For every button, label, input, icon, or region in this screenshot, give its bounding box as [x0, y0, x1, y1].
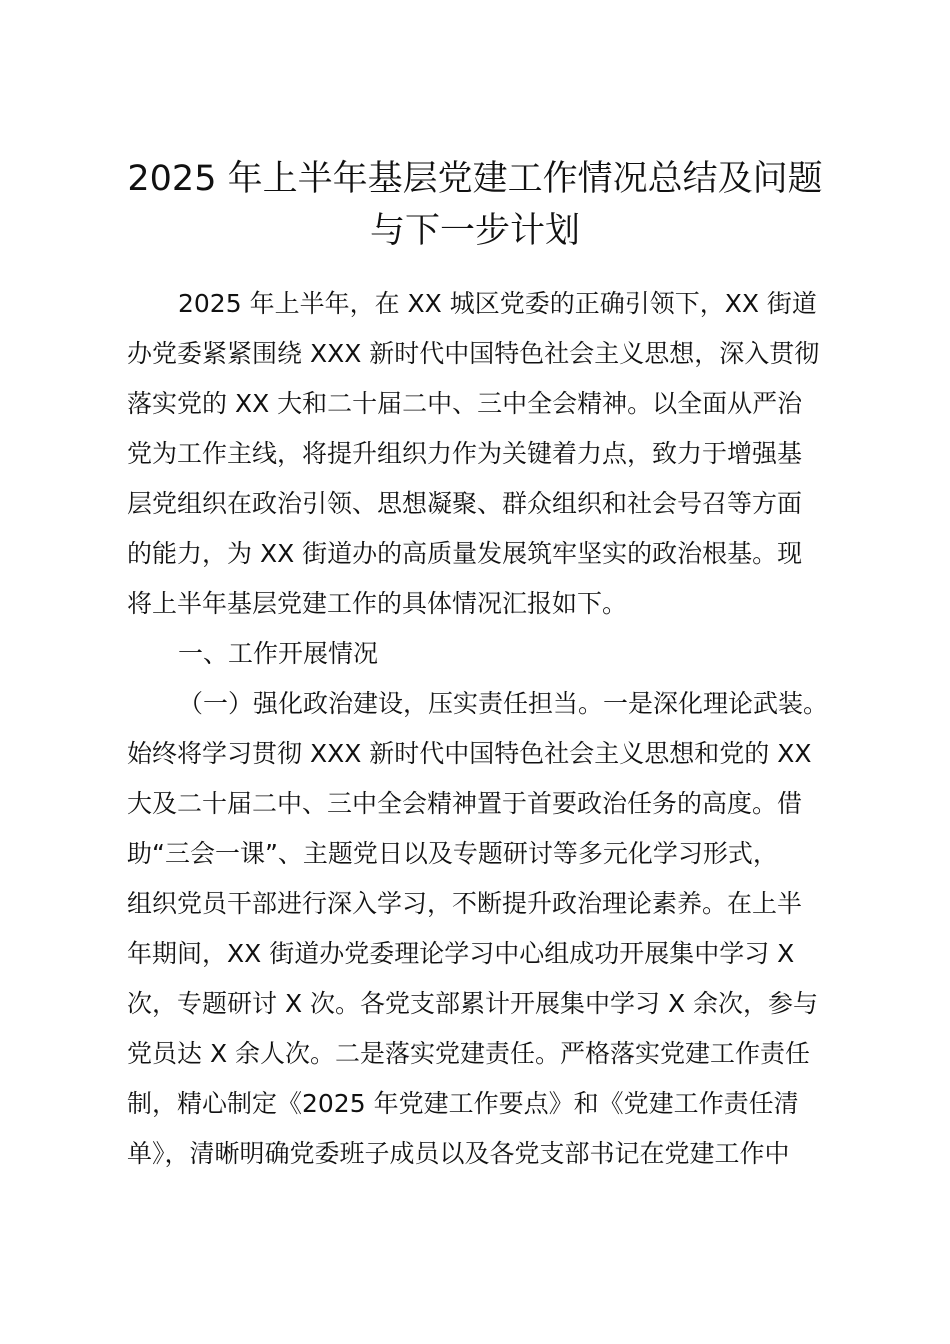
body-line-4: 党为工作主线，将提升组织力作为关键着力点，致力于增强基	[127, 439, 803, 468]
body-line-11: 大及二十届二中、三中全会精神置于首要政治任务的高度。借	[127, 789, 803, 818]
body-line-10: 始终将学习贯彻 XXX 新时代中国特色社会主义思想和党的 XX	[127, 739, 812, 768]
body-line-17: 制，精心制定《2025 年党建工作要点》和《党建工作责任清	[127, 1089, 799, 1118]
body-line-2: 办党委紧紧围绕 XXX 新时代中国特色社会主义思想，深入贯彻	[127, 339, 820, 368]
body-line-3: 落实党的 XX 大和二十届二中、三中全会精神。以全面从严治	[127, 389, 803, 418]
body-line-15: 次，专题研讨 X 次。各党支部累计开展集中学习 X 余次，参与	[127, 989, 819, 1018]
body-line-5: 层党组织在政治引领、思想凝聚、群众组织和社会号召等方面	[127, 489, 803, 518]
body-line-1: 2025 年上半年，在 XX 城区党委的正确引领下，XX 街道	[178, 289, 817, 318]
body-line-14: 年期间，XX 街道办党委理论学习中心组成功开展集中学习 X	[127, 939, 795, 968]
body-line-13: 组织党员干部进行深入学习，不断提升政治理论素养。在上半	[127, 889, 803, 918]
document-title-line-1: 2025 年上半年基层党建工作情况总结及问题	[127, 159, 823, 199]
body-line-7: 将上半年基层党建工作的具体情况汇报如下。	[127, 589, 628, 618]
body-line-12: 助“三会一课”、主题党日以及专题研讨等多元化学习形式，	[127, 839, 778, 868]
body-line-18: 单》，清晰明确党委班子成员以及各党支部书记在党建工作中	[127, 1139, 790, 1168]
document-title-line-2: 与下一步计划	[369, 211, 580, 251]
body-line-6: 的能力，为 XX 街道办的高质量发展筑牢坚实的政治根基。现	[127, 539, 803, 568]
section-heading-1: 一、工作开展情况	[178, 639, 379, 668]
body-line-9: （一）强化政治建设，压实责任担当。一是深化理论武装。	[178, 689, 829, 718]
body-line-16: 党员达 X 余人次。二是落实党建责任。严格落实党建工作责任	[127, 1039, 811, 1068]
